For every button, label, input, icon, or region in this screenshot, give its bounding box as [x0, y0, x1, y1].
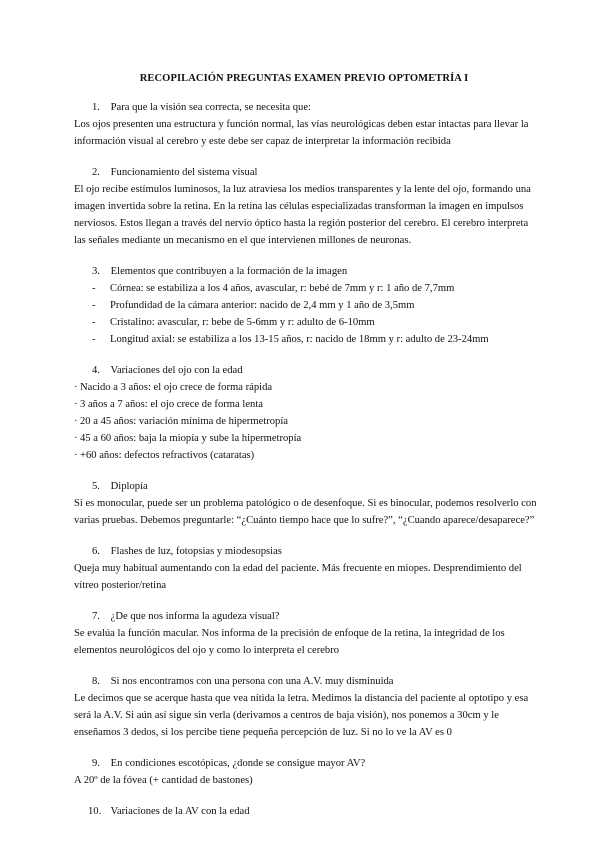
- question-title: Elementos que contribuyen a la formación de la imagen: [110, 266, 348, 277]
- question-9: [74, 756, 540, 789]
- answer-text: El ojo recibe estímulos luminosos, la luz atraviesa los medios transparentes y la lente del ojo, formando una imagen invertida sobre la retina. En la retina las células especializadas transforman la imagen en impulsos nerviosos. Estos llegan a través del nervio óptico hasta la región posterior del cerebro. El cerebro interpreta las señales mediante un mecanismo en el que intervienen millones de neuronas.: [74, 184, 531, 246]
- list-item: · Nacido a 3 años: el ojo crece de forma rápida: [74, 379, 540, 396]
- list-item: - Córnea: se estabiliza a los 4 años, avascular, r: bebé de 7mm y r: 1 año de 7,7mm: [74, 280, 540, 297]
- question-number: 9.: [92, 758, 100, 769]
- question-6: [74, 544, 540, 594]
- question-number: 5.: [92, 481, 100, 492]
- question-number: 7.: [92, 611, 100, 622]
- list-item: · 3 años a 7 años: el ojo crece de forma lenta: [74, 396, 540, 413]
- list-item: · 20 a 45 años: variación mínima de hipermetropía: [74, 413, 540, 430]
- list-item: - Longitud axial: se estabiliza a los 13-15 años, r: nacido de 18mm y r: adulto de 23-24mm: [74, 331, 540, 348]
- question-heading: [92, 544, 540, 560]
- dot-list: [74, 379, 540, 464]
- question-title: Para que la visión sea correcta, se necesita que:: [110, 102, 311, 113]
- question-title: Flashes de luz, fotopsias y miodesopsias: [110, 546, 282, 557]
- question-3: [74, 264, 540, 348]
- question-title: Funcionamiento del sistema visual: [110, 167, 258, 178]
- list-item: · +60 años: defectos refractivos (cataratas): [74, 447, 540, 464]
- question-number: 6.: [92, 546, 100, 557]
- question-title: Si nos encontramos con una persona con una A.V. muy disminuida: [110, 676, 394, 687]
- question-title: Variaciones del ojo con la edad: [110, 365, 243, 376]
- list-item: - Profundidad de la cámara anterior: nacido de 2,4 mm y 1 año de 3,5mm: [74, 297, 540, 314]
- question-2: [74, 165, 540, 249]
- question-title: ¿De que nos informa la agudeza visual?: [110, 611, 280, 622]
- question-4: [74, 363, 540, 464]
- answer-text: Si es monocular, puede ser un problema patológico o de desenfoque. Si es binocular, podemos resolverlo con varias pruebas. Debemos preguntarle: “¿Cuánto tiempo hace que lo sufre?”, “¿Cuando aparece/desaparece?”: [74, 498, 537, 526]
- question-1: [74, 100, 540, 150]
- question-heading: [92, 674, 540, 690]
- question-title: Variaciones de la AV con la edad: [110, 806, 250, 817]
- question-number: 4.: [92, 365, 100, 376]
- question-heading: [88, 804, 540, 820]
- question-heading: [92, 363, 540, 379]
- question-heading: [92, 479, 540, 495]
- question-heading: [92, 756, 540, 772]
- question-heading: [92, 165, 540, 181]
- answer-text: Los ojos presenten una estructura y función normal, las vías neurológicas deben estar intactas para llevar la información visual al cerebro y este debe ser capaz de interpretar la información recibida: [74, 119, 529, 147]
- list-item: · 45 a 60 años: baja la miopía y sube la hipermetropía: [74, 430, 540, 447]
- question-title: Diplopía: [110, 481, 148, 492]
- question-number: 8.: [92, 676, 100, 687]
- answer-text: Se evalúa la función macular. Nos informa de la precisión de enfoque de la retina, la integridad de los elementos neurológicos del ojo y como lo interpreta el cerebro: [74, 628, 505, 656]
- question-10: [74, 804, 540, 820]
- question-title: En condiciones escotópicas, ¿donde se consigue mayor AV?: [110, 758, 366, 769]
- question-heading: [92, 100, 540, 116]
- question-7: [74, 609, 540, 659]
- answer-text: Queja muy habitual aumentando con la edad del paciente. Más frecuente en miopes. Desprendimiento del vítreo posterior/retina: [74, 563, 522, 591]
- question-number: 3.: [92, 266, 100, 277]
- answer-text: Le decimos que se acerque hasta que vea nítida la letra. Medimos la distancia del paciente al optotipo y esa será la A.V. Si aún así sigue sin verla (derivamos a centros de baja visión), nos ponemos a 30cm y le enseñamos 3 dedos, si los percibe tiene pequeña percepción de luz. Si no lo ve la AV es 0: [74, 693, 529, 738]
- list-item: - Cristalino: avascular, r: bebe de 5-6mm y r: adulto de 6-10mm: [74, 314, 540, 331]
- question-heading: [92, 264, 540, 280]
- question-heading: [92, 609, 540, 625]
- question-5: [74, 479, 540, 529]
- dash-list: [74, 280, 540, 348]
- question-number: 2.: [92, 167, 100, 178]
- answer-text: A 20º de la fóvea (+ cantidad de bastones): [74, 775, 253, 786]
- question-8: [74, 674, 540, 741]
- question-number: 1.: [92, 102, 100, 113]
- document-title: RECOPILACIÓN PREGUNTAS EXAMEN PREVIO OPTOMETRÍA I: [139, 73, 469, 84]
- question-number: 10.: [88, 806, 102, 817]
